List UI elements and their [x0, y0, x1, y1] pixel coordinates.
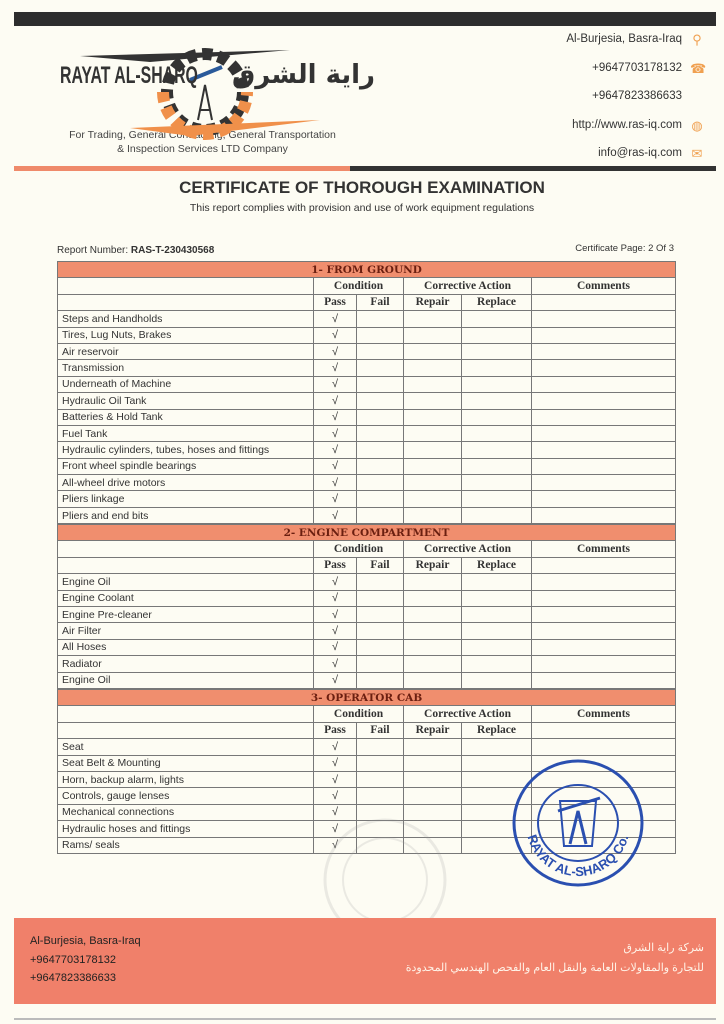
- comments-cell: [532, 425, 676, 441]
- fail-cell: [357, 442, 404, 458]
- condition-header: Condition: [314, 706, 404, 722]
- item-name: Controls, gauge lenses: [58, 788, 314, 804]
- fail-cell: [357, 311, 404, 327]
- item-name: Engine Oil: [58, 672, 314, 688]
- comments-cell: [532, 491, 676, 507]
- pass-cell: √: [314, 590, 357, 606]
- comments-header: Comments: [532, 278, 676, 294]
- fail-cell: [357, 672, 404, 688]
- blank-cell: [58, 541, 314, 557]
- divider-dark: [350, 166, 716, 171]
- repair-cell: [404, 409, 462, 425]
- column-group-row: [58, 278, 676, 294]
- replace-cell: [462, 574, 532, 590]
- section-header-row: [58, 690, 676, 706]
- repair-cell: [404, 442, 462, 458]
- fail-cell: [357, 755, 404, 771]
- item-name: Rams/ seals: [58, 837, 314, 853]
- section-title: 2- ENGINE COMPARTMENT: [58, 525, 676, 541]
- report-number: [57, 245, 214, 256]
- fail-cell: [357, 574, 404, 590]
- repair-cell: [404, 360, 462, 376]
- pass-cell: √: [314, 771, 357, 787]
- comments-cell: [532, 590, 676, 606]
- section-table-engine-compartment: [57, 524, 676, 689]
- repair-cell: [404, 656, 462, 672]
- replace-cell: [462, 425, 532, 441]
- repair-cell: [404, 327, 462, 343]
- pass-cell: √: [314, 409, 357, 425]
- pass-cell: √: [314, 376, 357, 392]
- fail-cell: [357, 458, 404, 474]
- item-name: Batteries & Hold Tank: [58, 409, 314, 425]
- fail-cell: [357, 343, 404, 359]
- table-row: [58, 590, 676, 606]
- replace-cell: [462, 639, 532, 655]
- column-header-row: [58, 294, 676, 310]
- footer-arabic: [406, 938, 704, 978]
- repair-cell: [404, 507, 462, 523]
- comments-cell: [532, 343, 676, 359]
- table-row: [58, 475, 676, 491]
- comments-cell: [532, 672, 676, 688]
- table-row: [58, 425, 676, 441]
- table-row: [58, 376, 676, 392]
- logo-text-arabic: راية الشرق: [232, 60, 376, 90]
- corrective-action-header: Corrective Action: [404, 278, 532, 294]
- table-row: [58, 327, 676, 343]
- replace-cell: [462, 739, 532, 755]
- replace-cell: [462, 491, 532, 507]
- pass-cell: √: [314, 606, 357, 622]
- mail-icon: ✉: [691, 146, 703, 161]
- phone-text: +9647703178132: [592, 61, 682, 74]
- pass-cell: √: [314, 507, 357, 523]
- replace-header: Replace: [462, 722, 532, 738]
- fail-header: Fail: [357, 557, 404, 573]
- blank-cell: [532, 294, 676, 310]
- repair-cell: [404, 475, 462, 491]
- table-row: [58, 442, 676, 458]
- item-name: Horn, backup alarm, lights: [58, 771, 314, 787]
- comments-cell: [532, 360, 676, 376]
- pass-cell: √: [314, 656, 357, 672]
- fail-cell: [357, 491, 404, 507]
- item-name: Radiator: [58, 656, 314, 672]
- comments-cell: [532, 376, 676, 392]
- contact-phone-2: [566, 90, 704, 119]
- pass-cell: √: [314, 821, 357, 837]
- comments-cell: [532, 739, 676, 755]
- pass-cell: √: [314, 393, 357, 409]
- replace-cell: [462, 590, 532, 606]
- replace-cell: [462, 343, 532, 359]
- pass-cell: √: [314, 755, 357, 771]
- replace-cell: [462, 623, 532, 639]
- blank-cell: [532, 722, 676, 738]
- page-subtitle: This report complies with provision and use of work equipment regulations: [189, 202, 535, 214]
- phone-text: +9647823386633: [592, 90, 682, 102]
- section-table-from-ground: [57, 261, 676, 524]
- repair-cell: [404, 739, 462, 755]
- replace-cell: [462, 475, 532, 491]
- corrective-action-header: Corrective Action: [404, 706, 532, 722]
- spacer: [690, 90, 704, 104]
- item-name: Pliers and end bits: [58, 507, 314, 523]
- pass-cell: √: [314, 804, 357, 820]
- repair-header: Repair: [404, 722, 462, 738]
- footer-contacts: [30, 932, 141, 988]
- repair-cell: [404, 574, 462, 590]
- footer-phone-1: +9647703178132: [30, 953, 116, 966]
- fail-cell: [357, 327, 404, 343]
- replace-cell: [462, 327, 532, 343]
- table-row: [58, 739, 676, 755]
- blank-cell: [58, 722, 314, 738]
- item-name: Pliers linkage: [58, 491, 314, 507]
- comments-cell: [532, 639, 676, 655]
- pass-cell: √: [314, 327, 357, 343]
- pass-cell: √: [314, 425, 357, 441]
- contact-info: [566, 32, 707, 176]
- footer: [14, 918, 716, 1004]
- top-bar: [14, 12, 716, 26]
- tagline-line-1: For Trading, General Contracting, General Transportation: [69, 129, 336, 141]
- fail-cell: [357, 771, 404, 787]
- bottom-line: [14, 1018, 716, 1020]
- comments-cell: [532, 327, 676, 343]
- item-name: Air Filter: [58, 623, 314, 639]
- fail-cell: [357, 656, 404, 672]
- item-name: Hydraulic hoses and fittings: [58, 821, 314, 837]
- table-row: [58, 672, 676, 688]
- comments-cell: [532, 656, 676, 672]
- comments-cell: [532, 507, 676, 523]
- address-text: Al-Burjesia, Basra-Iraq: [566, 33, 682, 45]
- table-row: [58, 507, 676, 523]
- table-row: [58, 360, 676, 376]
- pass-cell: √: [314, 639, 357, 655]
- table-row: [58, 639, 676, 655]
- replace-header: Replace: [462, 557, 532, 573]
- replace-cell: [462, 606, 532, 622]
- repair-cell: [404, 639, 462, 655]
- replace-cell: [462, 672, 532, 688]
- section-header-row: [58, 262, 676, 278]
- fail-header: Fail: [357, 294, 404, 310]
- pass-cell: √: [314, 574, 357, 590]
- item-name: Engine Coolant: [58, 590, 314, 606]
- item-name: Steps and Handholds: [58, 311, 314, 327]
- footer-arabic-company: شركة راية الشرق: [623, 942, 704, 954]
- comments-header: Comments: [532, 706, 676, 722]
- fail-cell: [357, 623, 404, 639]
- blank-cell: [58, 706, 314, 722]
- repair-cell: [404, 672, 462, 688]
- item-name: Engine Oil: [58, 574, 314, 590]
- condition-header: Condition: [314, 541, 404, 557]
- comments-cell: [532, 606, 676, 622]
- report-number-label: Report Number:: [57, 245, 129, 256]
- pass-cell: √: [314, 311, 357, 327]
- column-group-row: [58, 541, 676, 557]
- pass-cell: √: [314, 623, 357, 639]
- repair-cell: [404, 311, 462, 327]
- pass-cell: √: [314, 442, 357, 458]
- table-row: [58, 343, 676, 359]
- replace-cell: [462, 393, 532, 409]
- fail-cell: [357, 606, 404, 622]
- replace-cell: [462, 409, 532, 425]
- item-name: Hydraulic Oil Tank: [58, 393, 314, 409]
- corrective-action-header: Corrective Action: [404, 541, 532, 557]
- repair-header: Repair: [404, 294, 462, 310]
- item-name: Air reservoir: [58, 343, 314, 359]
- replace-cell: [462, 442, 532, 458]
- item-name: All-wheel drive motors: [58, 475, 314, 491]
- blank-cell: [58, 278, 314, 294]
- fail-cell: [357, 360, 404, 376]
- item-name: Front wheel spindle bearings: [58, 458, 314, 474]
- pass-cell: √: [314, 458, 357, 474]
- pass-header: Pass: [314, 722, 357, 738]
- blank-cell: [58, 294, 314, 310]
- page-title: CERTIFICATE OF THOROUGH EXAMINATION: [179, 178, 545, 197]
- contact-email[interactable]: [566, 147, 704, 176]
- table-row: [58, 606, 676, 622]
- location-pin-icon: ⚲: [692, 32, 702, 47]
- replace-cell: [462, 507, 532, 523]
- replace-cell: [462, 656, 532, 672]
- comments-cell: [532, 458, 676, 474]
- pass-cell: √: [314, 837, 357, 853]
- repair-cell: [404, 590, 462, 606]
- replace-cell: [462, 376, 532, 392]
- item-name: Mechanical connections: [58, 804, 314, 820]
- report-number-value: RAS-T-230430568: [130, 245, 215, 256]
- repair-cell: [404, 623, 462, 639]
- repair-cell: [404, 458, 462, 474]
- item-name: Seat: [58, 739, 314, 755]
- column-group-row: [58, 706, 676, 722]
- repair-cell: [404, 393, 462, 409]
- replace-cell: [462, 360, 532, 376]
- comments-cell: [532, 442, 676, 458]
- fail-cell: [357, 393, 404, 409]
- fail-header: Fail: [357, 722, 404, 738]
- footer-arabic-tagline: للتجارة والمقاولات العامة والنقل العام والفحص الهندسي المحدودة: [405, 962, 704, 974]
- comments-cell: [532, 393, 676, 409]
- fail-cell: [357, 639, 404, 655]
- repair-header: Repair: [404, 557, 462, 573]
- repair-cell: [404, 425, 462, 441]
- tagline-line-2: & Inspection Services LTD Company: [117, 143, 288, 155]
- table-row: [58, 623, 676, 639]
- stamp-text: RAYAT AL-SHARQ Co.: [524, 832, 632, 880]
- company-stamp: [508, 756, 648, 891]
- pass-cell: √: [314, 360, 357, 376]
- contact-phone-1: [566, 60, 707, 91]
- contact-website[interactable]: [566, 119, 704, 148]
- fail-cell: [357, 409, 404, 425]
- condition-header: Condition: [314, 278, 404, 294]
- contact-address: [566, 33, 704, 62]
- repair-cell: [404, 491, 462, 507]
- comments-cell: [532, 475, 676, 491]
- fail-cell: [357, 739, 404, 755]
- pass-cell: √: [314, 475, 357, 491]
- repair-cell: [404, 788, 462, 804]
- fail-cell: [357, 788, 404, 804]
- item-name: Fuel Tank: [58, 425, 314, 441]
- repair-cell: [404, 343, 462, 359]
- fail-cell: [357, 425, 404, 441]
- item-name: Transmission: [58, 360, 314, 376]
- table-row: [58, 458, 676, 474]
- repair-cell: [404, 755, 462, 771]
- pass-cell: √: [314, 788, 357, 804]
- item-name: Underneath of Machine: [58, 376, 314, 392]
- pass-cell: √: [314, 343, 357, 359]
- section-header-row: [58, 525, 676, 541]
- fail-cell: [357, 376, 404, 392]
- table-row: [58, 311, 676, 327]
- section-title: 3- OPERATOR CAB: [58, 690, 676, 706]
- replace-cell: [462, 311, 532, 327]
- table-row: [58, 409, 676, 425]
- blank-cell: [58, 557, 314, 573]
- pass-cell: √: [314, 672, 357, 688]
- column-header-row: [58, 722, 676, 738]
- footer-address: Al-Burjesia, Basra-Iraq: [30, 935, 141, 947]
- replace-header: Replace: [462, 294, 532, 310]
- replace-cell: [462, 458, 532, 474]
- item-name: Engine Pre-cleaner: [58, 606, 314, 622]
- repair-cell: [404, 376, 462, 392]
- table-row: [58, 656, 676, 672]
- phone-icon: ☎: [690, 60, 707, 76]
- column-header-row: [58, 557, 676, 573]
- repair-cell: [404, 771, 462, 787]
- divider-accent: [14, 166, 350, 171]
- table-row: [58, 491, 676, 507]
- footer-phone-2: +9647823386633: [30, 972, 116, 984]
- website-link[interactable]: http://www.ras-iq.com: [572, 118, 682, 131]
- pass-header: Pass: [314, 294, 357, 310]
- comments-cell: [532, 311, 676, 327]
- comments-header: Comments: [532, 541, 676, 557]
- logo-text-english: RAYAT AL-SHARQ: [60, 62, 198, 89]
- email-link[interactable]: info@ras-iq.com: [598, 147, 682, 159]
- globe-icon: ◍: [691, 117, 703, 133]
- fail-cell: [357, 475, 404, 491]
- pass-cell: √: [314, 491, 357, 507]
- pass-header: Pass: [314, 557, 357, 573]
- certificate-page-number: Certificate Page: 2 Of 3: [575, 243, 674, 254]
- item-name: Tires, Lug Nuts, Brakes: [58, 327, 314, 343]
- item-name: Hydraulic cylinders, tubes, hoses and fittings: [58, 442, 314, 458]
- pass-cell: √: [314, 739, 357, 755]
- comments-cell: [532, 409, 676, 425]
- fail-cell: [357, 590, 404, 606]
- table-row: [58, 393, 676, 409]
- section-title: 1- FROM GROUND: [58, 262, 676, 278]
- repair-cell: [404, 606, 462, 622]
- item-name: All Hoses: [58, 639, 314, 655]
- blank-cell: [532, 557, 676, 573]
- comments-cell: [532, 574, 676, 590]
- item-name: Seat Belt & Mounting: [58, 755, 314, 771]
- comments-cell: [532, 623, 676, 639]
- table-row: [58, 574, 676, 590]
- fail-cell: [357, 507, 404, 523]
